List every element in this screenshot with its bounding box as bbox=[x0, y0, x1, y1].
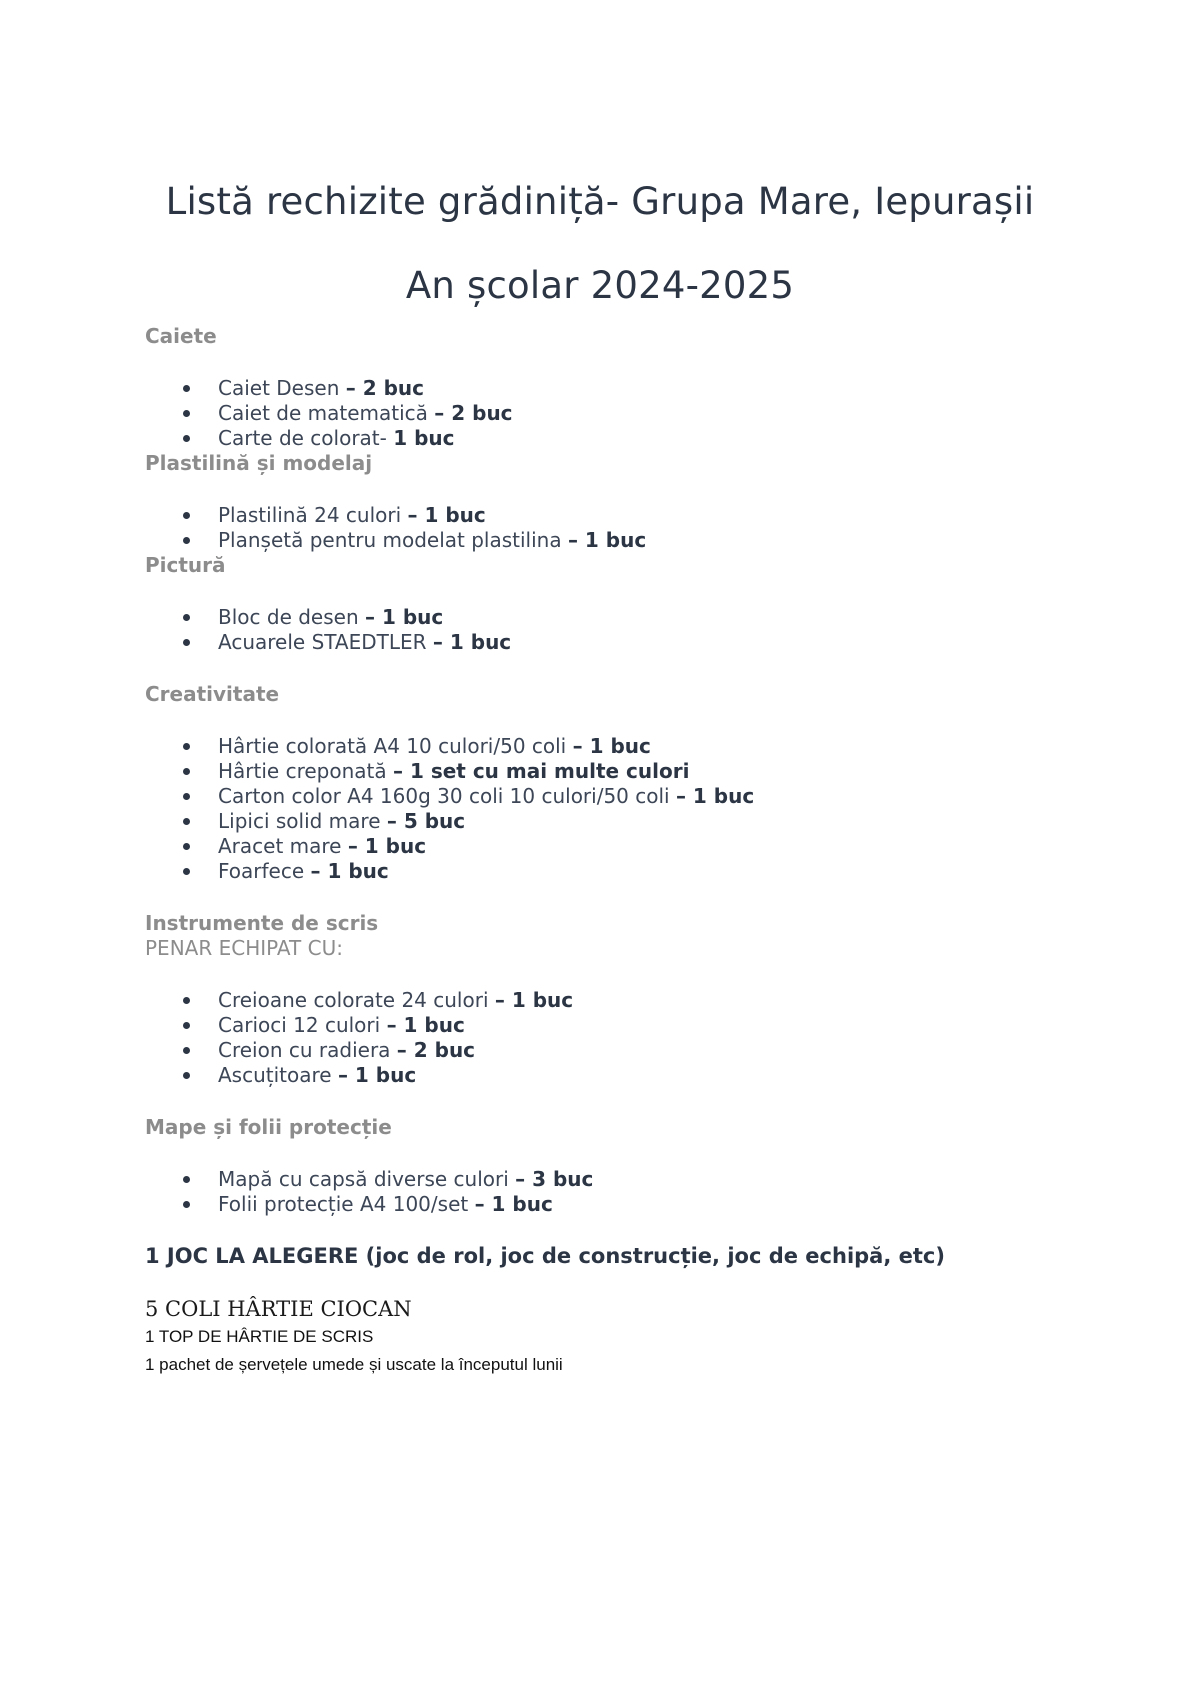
item-label: Acuarele STAEDTLER bbox=[218, 630, 433, 654]
list-item bbox=[145, 605, 1145, 630]
supply-list bbox=[145, 324, 1145, 1379]
napkins-requirement: 1 pachet de șervețele umede și uscate la începutul lunii bbox=[145, 1355, 563, 1374]
item-label: Aracet mare bbox=[218, 834, 348, 858]
list-item bbox=[145, 1167, 1145, 1192]
section-heading-plastilina: Plastilină și modelaj bbox=[145, 451, 373, 475]
item-quantity: – 2 buc bbox=[345, 376, 425, 400]
list-item bbox=[145, 1063, 1145, 1088]
list-caiete bbox=[145, 376, 1145, 451]
section-heading-mape: Mape și folii protecție bbox=[145, 1115, 392, 1139]
section-heading-pictura: Pictură bbox=[145, 553, 226, 577]
item-quantity: – 1 buc bbox=[494, 988, 574, 1012]
item-quantity: – 1 buc bbox=[474, 1192, 553, 1216]
item-quantity: – 1 buc bbox=[364, 605, 444, 629]
item-quantity: – 1 set cu mai multe culori bbox=[392, 759, 690, 783]
list-item bbox=[145, 734, 1145, 759]
item-quantity: 1 buc bbox=[393, 426, 455, 450]
list-item bbox=[145, 1038, 1145, 1063]
list-item bbox=[145, 759, 1145, 784]
item-quantity: – 1 buc bbox=[572, 734, 651, 758]
list-mape bbox=[145, 1167, 1145, 1217]
item-quantity: – 2 buc bbox=[396, 1038, 476, 1062]
section-heading-caiete: Caiete bbox=[145, 324, 217, 348]
paper-ciocan-requirement: 5 COLI HÂRTIE CIOCAN bbox=[145, 1297, 412, 1321]
item-quantity: – 2 buc bbox=[434, 401, 513, 425]
item-label: Caiet Desen bbox=[218, 376, 346, 400]
list-item bbox=[145, 1013, 1145, 1038]
item-label: Plastilină 24 culori bbox=[218, 503, 408, 527]
item-quantity: – 1 buc bbox=[407, 503, 486, 527]
item-label: Hârtie colorată A4 10 culori/50 coli bbox=[218, 734, 573, 758]
list-item bbox=[145, 401, 1145, 426]
list-item bbox=[145, 630, 1145, 655]
item-label: Carte de colorat- bbox=[218, 426, 394, 450]
list-item bbox=[145, 503, 1145, 528]
list-item bbox=[145, 834, 1145, 859]
list-item bbox=[145, 528, 1145, 553]
list-item bbox=[145, 1192, 1145, 1217]
list-item bbox=[145, 426, 1145, 451]
item-quantity: – 1 buc bbox=[310, 859, 389, 883]
page-subtitle: An școlar 2024-2025 bbox=[405, 264, 795, 307]
item-label: Caiet de matematică bbox=[218, 401, 435, 425]
page-title: Listă rechizite grădiniță- Grupa Mare, Iepurașii bbox=[165, 180, 1035, 223]
item-quantity: – 1 buc bbox=[347, 834, 427, 858]
list-item bbox=[145, 809, 1145, 834]
item-label: Planșetă pentru modelat plastilina bbox=[218, 528, 568, 552]
item-label: Lipici solid mare bbox=[218, 809, 387, 833]
item-label: Carton color A4 160g 30 coli 10 culori/50 coli bbox=[218, 784, 676, 808]
item-quantity: – 1 buc bbox=[432, 630, 512, 654]
item-quantity: – 1 buc bbox=[337, 1063, 417, 1087]
list-plastilina bbox=[145, 503, 1145, 553]
item-label: Mapă cu capsă diverse culori bbox=[218, 1167, 516, 1191]
list-item bbox=[145, 376, 1145, 401]
list-item bbox=[145, 859, 1145, 884]
list-item bbox=[145, 988, 1145, 1013]
writing-paper-requirement: 1 TOP DE HÂRTIE DE SCRIS bbox=[145, 1327, 374, 1346]
item-label: Folii protecție A4 100/set bbox=[218, 1192, 475, 1216]
list-pictura bbox=[145, 605, 1145, 655]
item-label: Creion cu radiera bbox=[218, 1038, 397, 1062]
section-subheading-penar: PENAR ECHIPAT CU: bbox=[145, 936, 343, 960]
item-quantity: – 1 buc bbox=[675, 784, 755, 808]
list-instrumente bbox=[145, 988, 1145, 1088]
list-creativitate bbox=[145, 734, 1145, 884]
item-label: Carioci 12 culori bbox=[218, 1013, 387, 1037]
list-item bbox=[145, 784, 1145, 809]
item-quantity: – 3 buc bbox=[515, 1167, 594, 1191]
item-quantity: – 5 buc bbox=[386, 809, 466, 833]
item-quantity: – 1 buc bbox=[567, 528, 647, 552]
item-label: Ascuțitoare bbox=[218, 1063, 338, 1087]
item-label: Bloc de desen bbox=[218, 605, 365, 629]
item-quantity: – 1 buc bbox=[386, 1013, 465, 1037]
item-label: Hârtie creponată bbox=[218, 759, 393, 783]
section-heading-instrumente: Instrumente de scris bbox=[145, 911, 379, 935]
game-requirement: 1 JOC LA ALEGERE (joc de rol, joc de construcție, joc de echipă, etc) bbox=[145, 1244, 945, 1268]
section-heading-creativitate: Creativitate bbox=[145, 682, 280, 706]
item-label: Creioane colorate 24 culori bbox=[218, 988, 495, 1012]
item-label: Foarfece bbox=[218, 859, 311, 883]
